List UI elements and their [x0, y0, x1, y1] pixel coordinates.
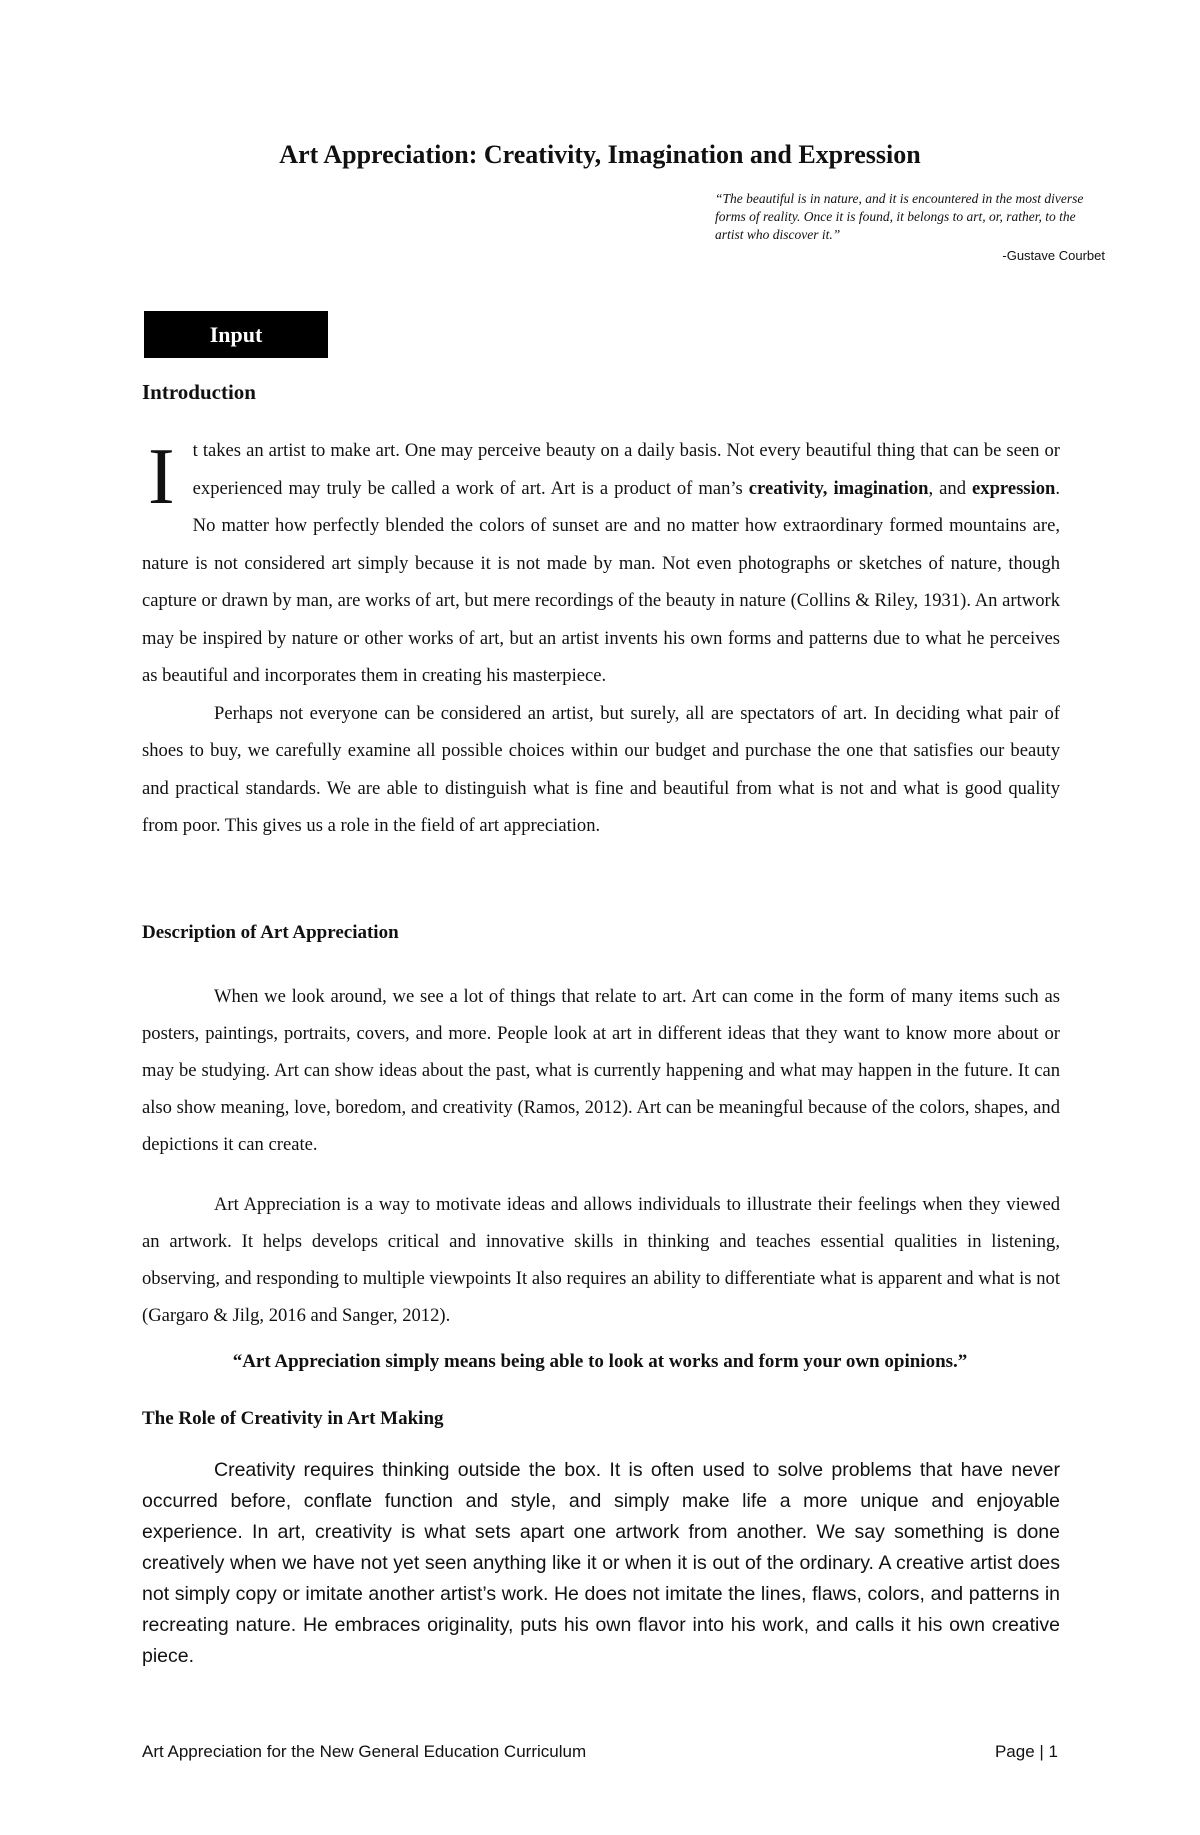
highlight-quote: “Art Appreciation simply means being able to look at works and form your own opinions.” — [232, 1351, 968, 1372]
footer-title: Art Appreciation for the New General Education Curriculum — [142, 1742, 587, 1761]
description-paragraph-2-text: Art Appreciation is a way to motivate ideas and allows individuals to illustrate their feelings when they viewed an artwork. It helps develops critical and innovative skills in thinking and teaches essential qualities in listening, observing, and responding to multiple viewpoints It also requires an ability to differentiate what is apparent and what is not (Gargaro & Jilg, 2016 and Sanger, 2012). — [142, 1194, 1060, 1326]
creativity-heading: The Role of Creativity in Art Making — [142, 1408, 444, 1429]
creativity-paragraph — [142, 1455, 1060, 1672]
intro-text-segment: . No matter how perfectly blended the colors of sunset are and no matter how extraordinary formed mountains are, nature is not considered art simply because it is not made by man. Not even photographs or sketches of nature, though capture or drawn by man, are works of art, but mere recordings of the beauty in nature (Collins & Riley, 1931). An artwork may be inspired by nature or other works of art, but an artist invents his own forms and patterns due to what he perceives as beautiful and incorporates them in creating his masterpiece. — [142, 477, 1061, 686]
creativity-paragraph-text: Creativity requires thinking outside the box. It is often used to solve problems that have never occurred before, conflate function and style, and simply make life a more unique and enjoyable experience. In art, creativity is what sets apart one artwork from another. We say something is done creatively when we have not yet seen anything like it or when it is out of the ordinary. A creative artist does not simply copy or imitate another artist’s work. He does not imitate the lines, flaws, colors, and patterns in recreating nature. He embraces originality, puts his own flavor into his work, and calls it his own creative piece. — [142, 1459, 1060, 1667]
epigraph-author: -Gustave Courbet — [1002, 248, 1105, 263]
input-section-label: Input — [144, 311, 328, 358]
intro-bold-term: imagination — [833, 477, 929, 499]
epigraph-quote: “The beautiful is in nature, and it is encountered in the most diverse forms of reality. Once it is found, it belongs to art, or, rather, to the artist who discover it.” — [715, 191, 1084, 242]
intro-bold-term: creativity — [748, 477, 823, 499]
description-paragraph-1 — [142, 978, 1060, 1163]
intro-text-segment: t takes an artist to make art. One may perceive beauty on a daily basis. Not every beautiful thing that can be seen or experienced may truly be called a work of art. Art is a product of man’s — [192, 440, 1060, 499]
introduction-paragraph-2: Perhaps not everyone can be considered an artist, but surely, all are spectators of art. In deciding what pair of shoes to buy, we carefully examine all possible choices within our budget and purchase the one that satisfies our beauty and practical standards. We are able to distinguish what is fine and beautiful from what is not and what is good quality from poor. This gives us a role in the field of art appreciation. — [142, 702, 1060, 836]
description-paragraph-2 — [142, 1186, 1060, 1334]
introduction-paragraph-1 — [142, 432, 1060, 695]
description-paragraph-1-text: When we look around, we see a lot of things that relate to art. Art can come in the form of many items such as posters, paintings, portraits, covers, and more. People look at art in different ideas that they want to know more about or may be studying. Art can show ideas about the past, what is currently happening and what may happen in the future. It can also show meaning, love, boredom, and creativity (Ramos, 2012). Art can be meaningful because of the colors, shapes, and depictions it can create. — [142, 986, 1060, 1155]
page-number: Page | 1 — [994, 1742, 1058, 1761]
drop-cap: I — [148, 433, 175, 521]
document-title: Art Appreciation: Creativity, Imagination and Expression — [279, 140, 921, 169]
intro-text-segment: , and — [928, 477, 973, 499]
introduction-heading: Introduction — [142, 380, 256, 404]
description-heading: Description of Art Appreciation — [142, 922, 399, 943]
intro-text-segment: , — [822, 477, 834, 499]
introduction-text — [142, 432, 1060, 845]
intro-bold-term: expression — [972, 477, 1056, 499]
